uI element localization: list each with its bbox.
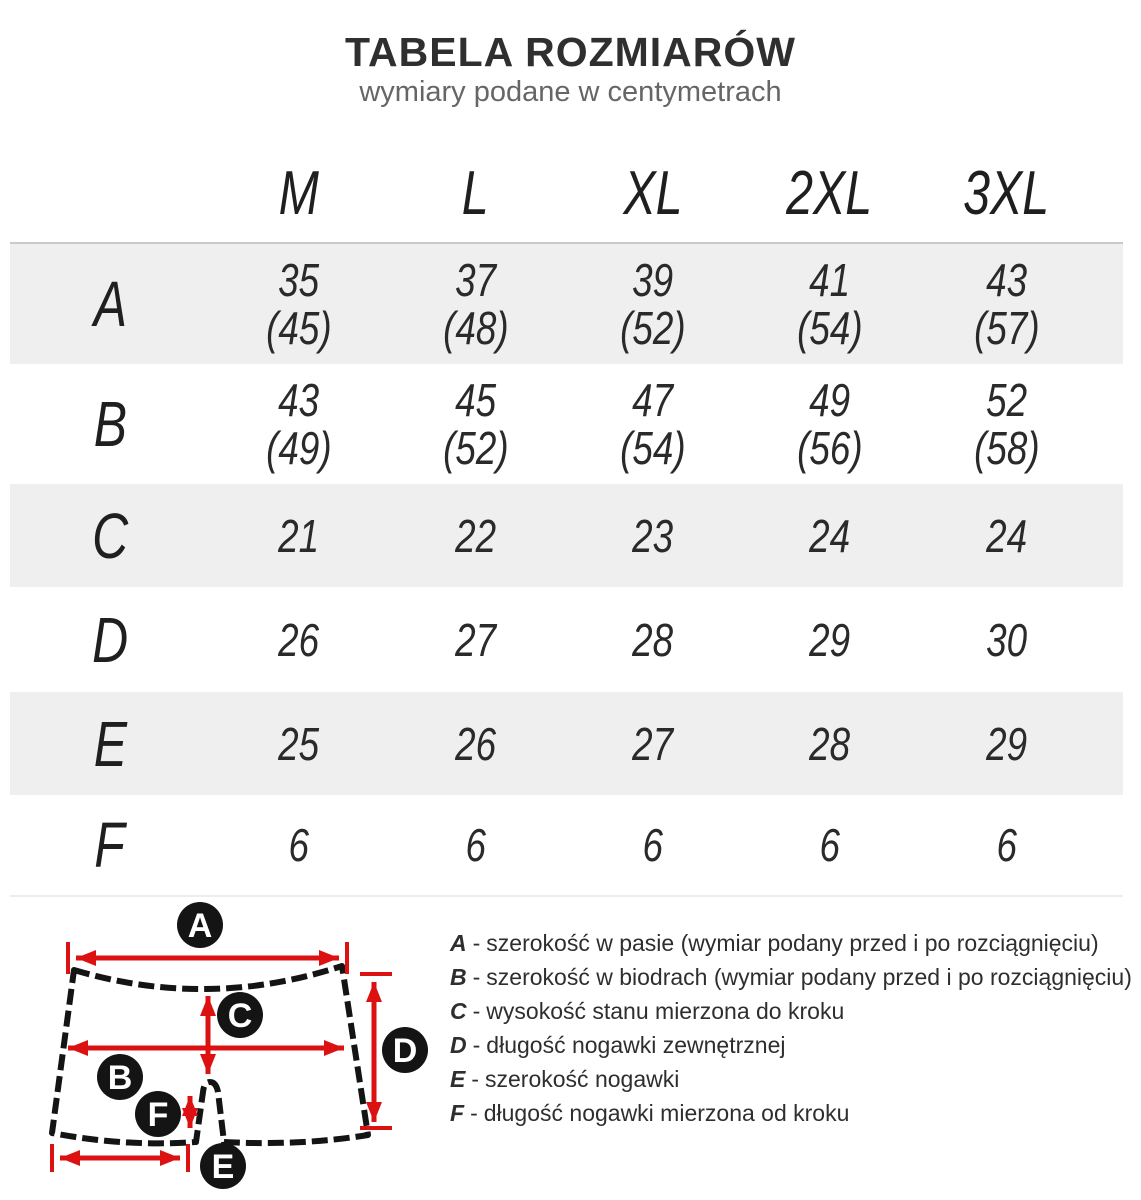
table-cell: 23 bbox=[632, 509, 673, 562]
row-label: B bbox=[93, 388, 127, 460]
size-header-l: L bbox=[462, 159, 489, 228]
table-cell: 30 bbox=[986, 613, 1027, 666]
legend-item-e: E - szerokość nogawki bbox=[450, 1066, 680, 1092]
badge-e bbox=[200, 1143, 246, 1189]
badge-c bbox=[217, 992, 263, 1038]
table-cell: 27 bbox=[455, 613, 496, 666]
badge-d bbox=[382, 1027, 428, 1073]
table-row-c bbox=[10, 484, 1123, 587]
svg-text:D: D bbox=[392, 1032, 418, 1070]
size-header-row bbox=[10, 145, 1123, 242]
table-cell: 43 (57) bbox=[973, 254, 1040, 354]
legend-item-d: D - długość nogawki zewnętrznej bbox=[450, 1032, 786, 1058]
legend-item-f: F - długość nogawki mierzona od kroku bbox=[450, 1100, 850, 1126]
table-cell: 6 bbox=[996, 819, 1017, 871]
table-row-f bbox=[10, 795, 1123, 897]
svg-text:C: C bbox=[227, 997, 253, 1035]
legend-item-b: B - szerokość w biodrach (wymiar podany przed i po rozciągnięciu) bbox=[450, 964, 1132, 990]
table-cell: 29 bbox=[809, 613, 850, 666]
table-row-d bbox=[10, 587, 1123, 692]
svg-text:E: E bbox=[211, 1148, 235, 1186]
table-cell: 6 bbox=[288, 819, 309, 871]
badge-f bbox=[135, 1091, 181, 1137]
table-cell: 27 bbox=[632, 717, 673, 770]
table-cell: 35 (45) bbox=[265, 254, 332, 354]
size-header-m: M bbox=[278, 159, 319, 228]
table-cell: 21 bbox=[278, 509, 319, 562]
table-cell: 6 bbox=[642, 819, 663, 871]
table-cell: 26 bbox=[455, 717, 496, 770]
table-cell: 24 bbox=[986, 509, 1027, 562]
row-label: F bbox=[94, 809, 126, 881]
svg-text:A: A bbox=[187, 907, 213, 945]
header bbox=[0, 30, 1141, 109]
table-cell: 52 (58) bbox=[973, 374, 1040, 474]
svg-text:F: F bbox=[147, 1096, 169, 1134]
table-cell: 28 bbox=[809, 717, 850, 770]
table-cell: 49 (56) bbox=[796, 374, 863, 474]
table-cell: 29 bbox=[986, 717, 1027, 770]
page-title: TABELA ROZMIARÓW bbox=[345, 29, 796, 75]
measurement-legend bbox=[450, 926, 1140, 1130]
row-label: A bbox=[93, 268, 127, 340]
table-row-a bbox=[10, 242, 1123, 364]
table-cell: 41 (54) bbox=[796, 254, 863, 354]
table-cell: 22 bbox=[455, 509, 496, 562]
size-table bbox=[10, 145, 1123, 897]
row-label: D bbox=[91, 603, 129, 676]
table-cell: 6 bbox=[465, 819, 486, 871]
size-header-2xl: 2XL bbox=[786, 159, 873, 228]
legend-item-a: A - szerokość w pasie (wymiar podany przed i po rozciągnięciu) bbox=[450, 930, 1099, 956]
table-cell: 25 bbox=[278, 717, 319, 770]
badge-a bbox=[177, 902, 223, 948]
row-label: C bbox=[91, 499, 129, 572]
size-header-xl: XL bbox=[622, 159, 683, 228]
table-cell: 47 (54) bbox=[619, 374, 686, 474]
table-row-b bbox=[10, 364, 1123, 484]
table-cell: 6 bbox=[819, 819, 840, 871]
table-cell: 26 bbox=[278, 613, 319, 666]
table-cell: 28 bbox=[632, 613, 673, 666]
table-cell: 37 (48) bbox=[442, 254, 509, 354]
badge-b bbox=[97, 1054, 143, 1100]
table-cell: 45 (52) bbox=[442, 374, 509, 474]
table-cell: 43 (49) bbox=[265, 374, 332, 474]
size-header-3xl: 3XL bbox=[963, 159, 1050, 228]
table-cell: 39 (52) bbox=[619, 254, 686, 354]
page-subtitle: wymiary podane w centymetrach bbox=[359, 76, 782, 109]
shorts-measurement-diagram bbox=[10, 890, 450, 1197]
table-cell: 24 bbox=[809, 509, 850, 562]
table-row-e bbox=[10, 692, 1123, 795]
svg-text:B: B bbox=[107, 1059, 133, 1097]
legend-item-c: C - wysokość stanu mierzona do kroku bbox=[450, 998, 845, 1024]
row-label: E bbox=[93, 707, 127, 780]
